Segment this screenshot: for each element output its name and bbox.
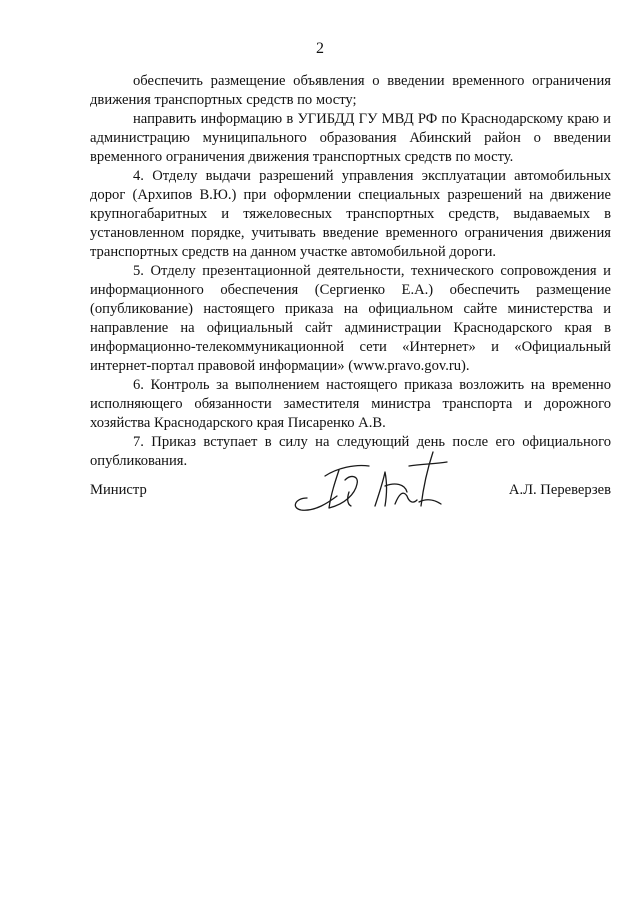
document-body	[90, 72, 611, 471]
signatory-name: А.Л. Переверзев	[508, 482, 611, 498]
paragraph-item-6: 6. Контроль за выполнением настоящего приказа возложить на временно исполняющего обязанности заместителя министра транспорта и дорожного хозяйства Краснодарского края Писаренко А.В.	[90, 377, 611, 431]
handwritten-signature-icon	[285, 446, 455, 518]
paragraph-send-info: направить информацию в УГИБДД ГУ МВД РФ по Краснодарскому краю и администрацию муниципального образования Абинский район о введении временного ограничения движения транспортных средств по мосту.	[90, 111, 611, 165]
paragraph-item-4: 4. Отделу выдачи разрешений управления эксплуатации автомобильных дорог (Архипов В.Ю.) при оформлении специальных разрешений на движение крупногабаритных и тяжеловесных транспортных средств, выдаваемых в установленном порядке, учитывать введение временного ограничения движения транспортных средств на данном участке автомобильной дороги.	[90, 168, 611, 260]
paragraph-publish-notice: обеспечить размещение объявления о введении временного ограничения движения транспортных средств по мосту;	[90, 73, 611, 108]
signatory-title: Министр	[90, 482, 147, 498]
paragraph-item-7: 7. Приказ вступает в силу на следующий день после его официального опубликования.	[90, 434, 611, 469]
page-number: 2	[316, 40, 324, 57]
signature-block	[90, 470, 611, 520]
paragraph-item-5: 5. Отделу презентационной деятельности, технического сопровождения и информационного обеспечения (Сергиенко Е.А.) обеспечить размещение (опубликование) настоящего приказа на официальном сайте министерства и направление на официальный сайт администрации Краснодарского края в информационно-телекоммуникационной сети «Интернет» и «Официальный интернет-портал правовой информации» (www.pravo.gov.ru).	[90, 263, 611, 374]
